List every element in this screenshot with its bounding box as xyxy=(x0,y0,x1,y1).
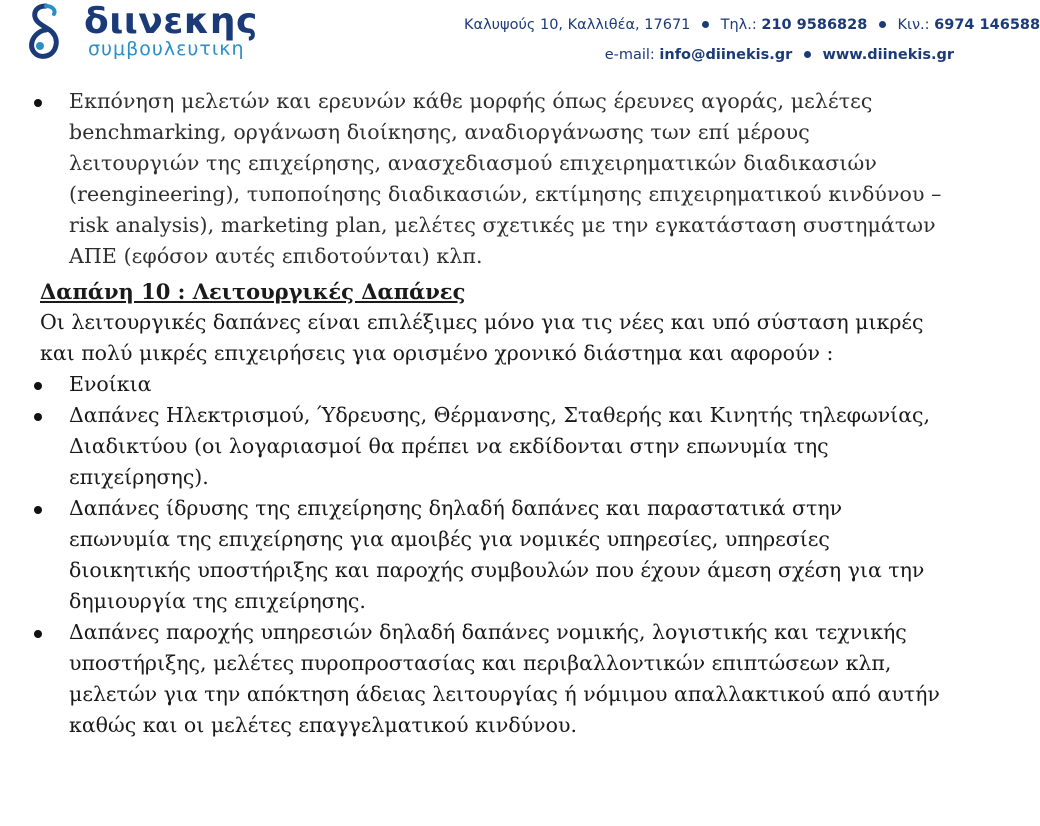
list-item-text: Δαπάνες παροχής υπηρεσιών δηλαδή δαπάνες νομικής, λογιστικής και τεχνικής υποστήριξης, μελέτες πυροπροστασίας και περιβαλλοντικών επιπτώσεων κλπ, μελετών για την απόκτηση άδειας λειτουργίας ή νόμιμου απαλλακτικού από αυτήν καθώς και οι μελέτες επαγγελματικού κινδύνου. xyxy=(69,620,940,737)
phone-label: Τηλ.: xyxy=(720,17,757,33)
contact-info xyxy=(464,14,1040,66)
list-item xyxy=(0,400,960,493)
phone-number: 210 9586828 xyxy=(761,17,868,33)
mobile-number: 6974 146588 xyxy=(934,17,1040,33)
list-item-text: Δαπάνες ίδρυσης της επιχείρησης δηλαδή δαπάνες και παραστατικά στην επωνυμία της επιχείρησης για αμοιβές για νομικές υπηρεσίες, υπηρεσίες διοικητικής υποστήριξης και παροχής συμβουλών που έχουν άμεση σχέση για την δημιουργία της επιχείρησης. xyxy=(69,496,925,613)
email-label: e-mail: xyxy=(604,47,655,63)
brand-name: διινεκης xyxy=(84,1,258,42)
separator-dot-icon xyxy=(804,51,811,58)
separator-dot-icon xyxy=(879,21,886,28)
separator-dot-icon xyxy=(702,21,709,28)
contact-line-address xyxy=(464,14,1040,36)
list-item xyxy=(0,369,960,400)
list-item-text: Δαπάνες Ηλεκτρισμού, Ύδρευσης, Θέρμανσης, Σταθερής και Κινητής τηλεφωνίας, Διαδικτύου (οι λογαριασμοί θα πρέπει να εκδίδονται στην επωνυμία της επιχείρησης). xyxy=(69,403,931,489)
bullet-icon xyxy=(34,382,42,390)
list-item xyxy=(0,86,960,272)
intro-bullet-text: Εκπόνηση μελετών και ερευνών κάθε μορφής όπως έρευνες αγοράς, μελέτες benchmarking, οργάνωση διοίκησης, αναδιοργάνωσης των επί μέρους λειτουργιών της επιχείρησης, ανασχεδιασμού επιχειρηματικών διαδικασιών (reengineering), τυποποίησης διαδικασιών, εκτίμησης επιχειρηματικού κινδύνου – risk analysis), marketing plan, μελέτες σχετικές με την εγκατάσταση συστημάτων ΑΠΕ (εφόσον αυτές επιδοτούνται) κλπ. xyxy=(69,89,942,268)
logo-mark-icon xyxy=(26,2,66,62)
address: Καλυψούς 10, Καλλιθέα, 17671 xyxy=(464,17,691,33)
list-item-text: Ενοίκια xyxy=(69,372,152,396)
contact-line-web xyxy=(464,44,954,66)
website-link[interactable]: www.diinekis.gr xyxy=(822,47,954,63)
list-item xyxy=(0,493,960,617)
bullet-icon xyxy=(34,99,42,107)
email-link[interactable]: info@diinekis.gr xyxy=(659,47,793,63)
list-item xyxy=(0,617,960,741)
document-body xyxy=(0,86,960,741)
company-logo xyxy=(26,1,258,72)
bullet-icon xyxy=(34,506,42,514)
section-paragraph: Οι λειτουργικές δαπάνες είναι επιλέξιμες μόνο για τις νέες και υπό σύσταση μικρές και πολύ μικρές επιχειρήσεις για ορισμένο χρονικό διάστημα και αφορούν : xyxy=(40,310,924,365)
page-header xyxy=(0,0,1040,80)
bullet-icon xyxy=(34,630,42,638)
bullet-icon xyxy=(34,413,42,421)
mobile-label: Κιν.: xyxy=(897,17,930,33)
brand-subtitle: συμβουλευτικη xyxy=(88,38,245,60)
section-heading: Δαπάνη 10 : Λειτουργικές Δαπάνες xyxy=(40,279,466,304)
